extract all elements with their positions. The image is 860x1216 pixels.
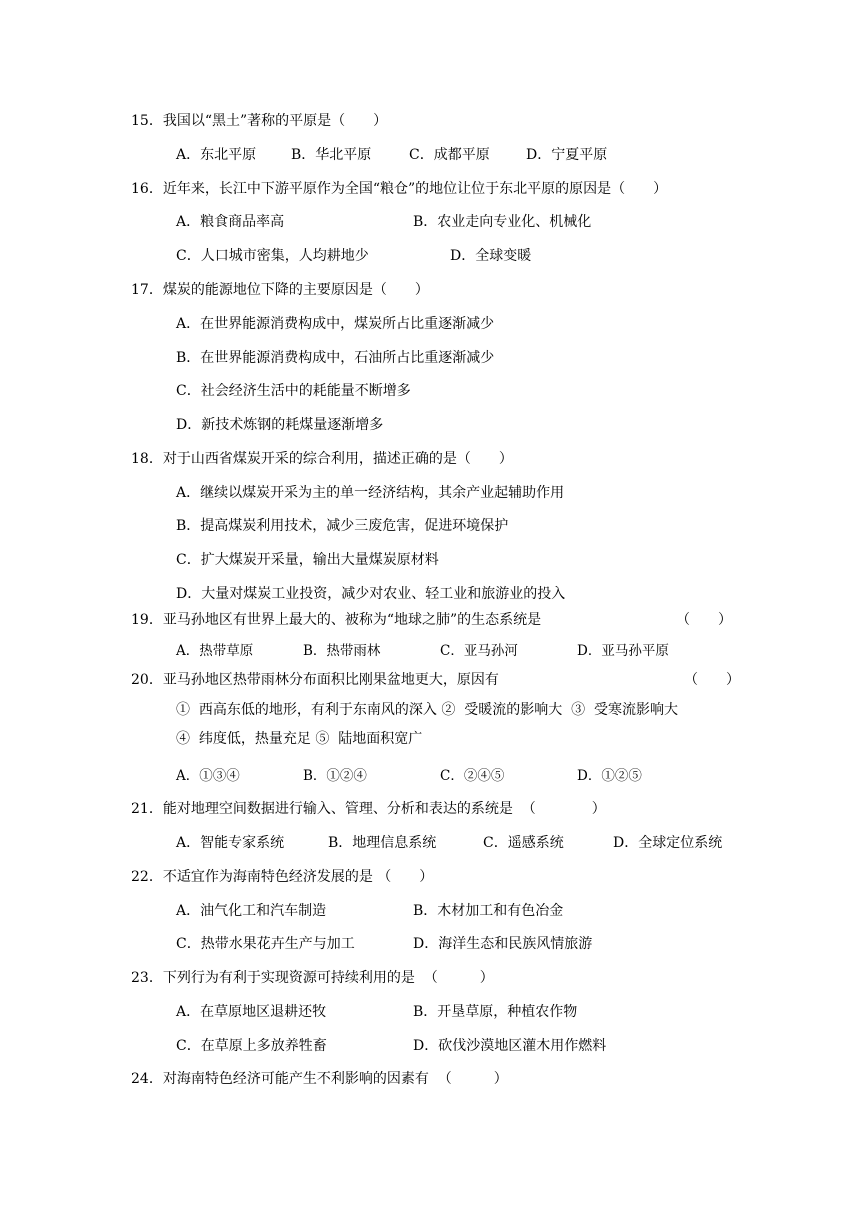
question-20-stem: 20．亚马孙地区热带雨林分布面积比刚果盆地更大，原因有 [131,672,499,688]
question-24-stem: 24．对海南特色经济可能产生不利影响的因素有 （ ） [131,1071,508,1087]
q19-option-d: D．亚马孙平原 [577,643,669,659]
q22-option-a: A．油气化工和汽车制造 [176,903,327,919]
q23-option-d: D．砍伐沙漠地区灌木用作燃料 [413,1038,607,1054]
q16-option-d: D．全球变暖 [450,248,532,264]
q20-option-d: D．①②⑤ [577,768,642,784]
q21-option-d: D．全球定位系统 [613,835,723,851]
q16-option-c: C．人口城市密集，人均耕地少 [176,248,369,264]
q15-option-d: D．宁夏平原 [526,147,608,163]
q15-option-a: A．东北平原 [176,147,257,163]
q21-option-b: B．地理信息系统 [328,835,437,851]
q19-answer-paren: （ ） [676,612,732,628]
q21-option-a: A．智能专家系统 [176,835,285,851]
q20-statements-line-1: ① 西高东低的地形，有利于东南风的深入 ② 受暖流的影响大 ③ 受寒流影响大 [176,702,679,718]
q17-option-b: B．在世界能源消费构成中，石油所占比重逐渐减少 [176,350,495,366]
q15-option-b: B．华北平原 [291,147,372,163]
question-18-stem: 18．对于山西省煤炭开采的综合利用，描述正确的是（ ） [131,451,513,467]
q20-option-b: B．①②④ [303,768,367,784]
q15-option-c: C．成都平原 [409,147,490,163]
question-16-stem: 16．近年来，长江中下游平原作为全国“粮仓”的地位让位于东北平原的原因是（ ） [131,181,668,197]
question-22-stem: 22．不适宜作为海南特色经济发展的是 （ ） [131,869,434,885]
q19-option-b: B．热带雨林 [303,643,381,659]
q20-option-c: C．②④⑤ [440,768,505,784]
q19-option-a: A．热带草原 [176,643,254,659]
q20-option-a: A．①③④ [176,768,240,784]
q17-option-d: D．新技术炼钢的耗煤量逐渐增多 [176,417,384,433]
question-21-stem: 21．能对地理空间数据进行输入、管理、分析和表达的系统是 （ ） [131,801,606,817]
q18-option-b: B．提高煤炭利用技术，减少三废危害，促进环境保护 [176,518,509,534]
q22-option-d: D．海洋生态和民族风情旅游 [413,936,593,952]
q17-option-a: A．在世界能源消费构成中，煤炭所占比重逐渐减少 [176,316,495,332]
q22-option-c: C．热带水果花卉生产与加工 [176,936,355,952]
question-19-stem: 19．亚马孙地区有世界上最大的、被称为“地球之肺”的生态系统是 [131,612,542,628]
q16-option-b: B．农业走向专业化、机械化 [413,214,592,230]
question-15-stem: 15．我国以“黑土”著称的平原是（ ） [131,113,388,129]
question-17-stem: 17．煤炭的能源地位下降的主要原因是（ ） [131,282,429,298]
q18-option-a: A．继续以煤炭开采为主的单一经济结构，其余产业起辅助作用 [176,485,565,501]
q21-option-c: C．遥感系统 [483,835,564,851]
question-23-stem: 23．下列行为有利于实现资源可持续利用的是 （ ） [131,970,494,986]
q18-option-d: D．大量对煤炭工业投资，减少对农业、轻工业和旅游业的投入 [176,586,566,602]
q23-option-b: B．开垦草原，种植农作物 [413,1004,578,1020]
q20-answer-paren: （ ） [684,672,740,688]
q18-option-c: C．扩大煤炭开采量，输出大量煤炭原材料 [176,552,439,568]
q19-option-c: C．亚马孙河 [440,643,518,659]
q23-option-c: C．在草原上多放养牲畜 [176,1038,327,1054]
q23-option-a: A．在草原地区退耕还牧 [176,1004,327,1020]
q16-option-a: A．粮食商品率高 [176,214,285,230]
q17-option-c: C．社会经济生活中的耗能量不断增多 [176,383,411,399]
q22-option-b: B．木材加工和有色冶金 [413,903,564,919]
q20-statements-line-2: ④ 纬度低，热量充足 ⑤ 陆地面积宽广 [176,731,423,747]
